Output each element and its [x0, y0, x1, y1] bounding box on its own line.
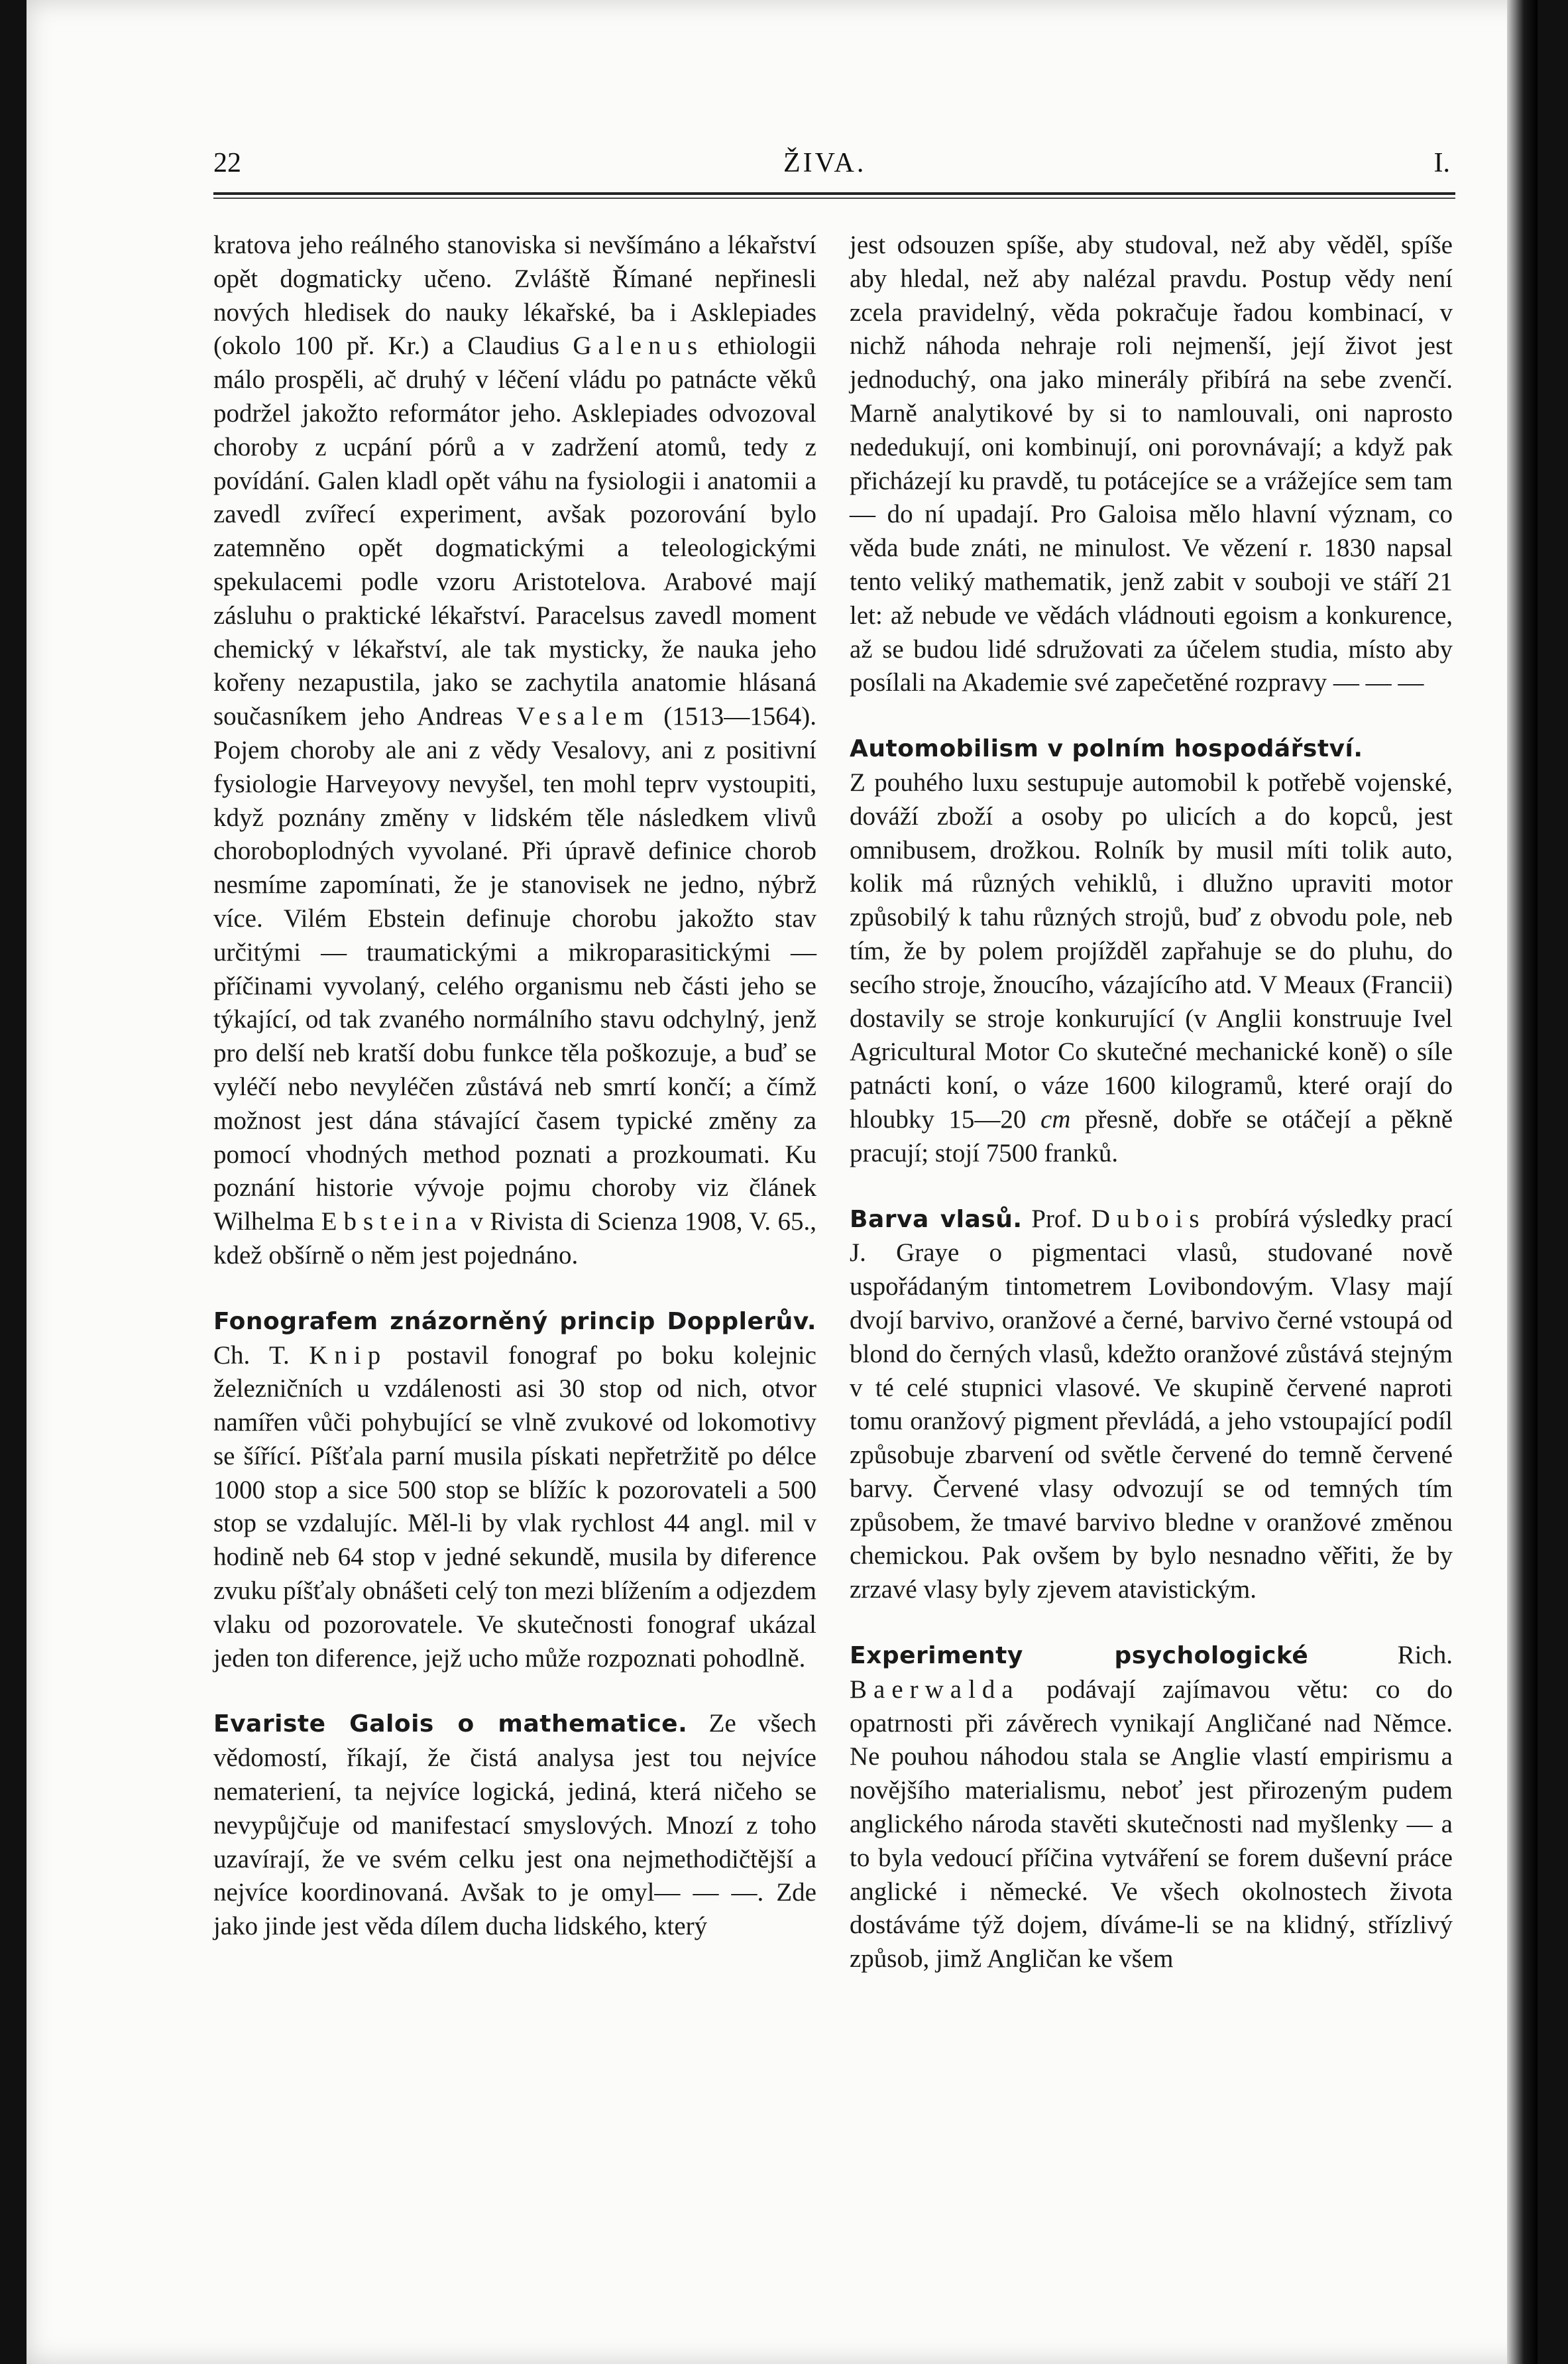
article-automobilism: Automobilism v polním hospodářství. Z pouhého luxu sestupuje automobil k potřebě vojenské, dováží zboží a osoby po ulicích a do kopců, jest omnibusem, drožkou. Rolník by musil míti tolik auto, kolik má různých vehiklů, i dlužno upraviti motor způsobilý k tahu různých strojů, buď z obvodu pole, neb tím, že by polem projížděl zapřahuje se do pluhu, do secího stroje, žnoucího, vázajícího atd. V Meaux (Francii) dostavily se stroje konkurující (v Anglii konstruuje Ivel Agricultural Motor Co skutečné mechanické koně) o síle patnácti koní, o váze 1600 kilogramů, které orají do hloubky 15—20 cm přesně, dobře se otáčejí a pěkně pracují; stojí 7500 franků.	[850, 735, 1453, 1167]
spaced-name: Vesalem	[516, 702, 651, 731]
spaced-name: Ebsteina	[321, 1207, 463, 1236]
article-heading: Fonografem znázorněný princip Dopplerův.	[213, 1307, 816, 1335]
header-rule-thin	[213, 198, 1455, 199]
paragraph-disease-history: kratova jeho reálného stanoviska si nevšímáno a lékařství opět dogmaticky učeno. Zvláště Římané nepřinesli nových hledisek do nauky lékařské, ba i Asklepiades (okolo 100 př. Kr.) a Claudius Galenus ethiologii málo prospěli, ač druhý v léčení vládu po patnácte věků podržel jakožto reformátor jeho. Asklepiades odvozoval choroby z ucpání pórů a v zadržení atomů, tedy z povídání. Galen kladl opět váhu na fysiologii i anatomii a zavedl zvířecí experiment, avšak pozorování bylo zatemněno opět dogmatickými a teleologickými spekulacemi podle vzoru Aristotelova. Arabové mají zásluhu o praktické lékařství. Paracelsus zavedl moment chemický v lékařství, ale tak mysticky, že nauka jeho kořeny nezapustila, jako se zachytila anatomie hlásaná současníkem jeho Andreas Vesalem (1513—1564). Pojem choroby ale ani z vědy Vesalovy, ani z positivní fysiologie Harveyovy nevyšel, ten mohl teprv vystoupiti, když poznány změny v lidském těle následkem vlivů choroboplodných vyvolané. Při úpravě definice chorob nesmíme zapomínati, že je stanovisek ne jedno, nýbrž více. Vilém Ebstein definuje chorobu jakožto stav určitými — traumatickými a mikroparasitickými — příčinami vyvolaný, celého organismu neb části jeho se týkající, od tak zvaného normálního stavu odchylný, jenž pro delší neb kratší dobu funkce těla poškozuje, a buď se vyléčí nebo nevyléčen zůstává neb smrtí končí; a čímž možnost jest dána stávající časem typické změny za pomocí vhodných method poznati a prozkoumati. Ku poznání historie vývoje pojmu choroby viz článek Wilhelma Ebsteina v Rivista di Scienza 1908, V. 65., kdež obšírně o něm jest pojednáno.	[213, 231, 817, 1270]
spaced-name: Knip	[309, 1340, 388, 1370]
article-heading: Barva vlasů.	[850, 1205, 1023, 1233]
spaced-name: Baerwalda	[850, 1675, 1020, 1704]
spaced-name: Galenus	[573, 331, 704, 361]
article-heading: Experimenty psychologické	[850, 1642, 1309, 1670]
right-column	[850, 229, 1453, 1976]
journal-title: ŽIVA.	[783, 148, 867, 178]
volume-number: I.	[1433, 148, 1450, 178]
paragraph-galois-continued: jest odsouzen spíše, aby studoval, než aby věděl, spíše aby hledal, než aby nalézal pravdu. Postup vědy není zcela pravidelný, věda pokračuje řadou kombinací, v nichž náhoda nehraje roli nejmenší, její život jest jednoduchý, ona jako minerály přibírá na sebe zvenčí. Marně analytikové by si to namlouvali, oni naprosto nededukují, oni kombinují, oni porovnávají; a když pak přicházejí ku pravdě, tu potácejíce se a vrážejíce sem tam — do ní upadají. Pro Galoisa mělo hlavní význam, co věda bude znáti, ne minulost. Ve vězení r. 1830 napsal tento veliký mathematik, jenž zabit v souboji ve stáří 21 let: až nebude ve vědách vládnouti egoism a konkurence, až se budou lidé sdružovati za účelem studia, místo aby posílali na Akademie své zapečetěné rozpravy — — —	[850, 231, 1453, 697]
article-heading: Automobilism v polním hospodářství.	[850, 735, 1363, 763]
article-hair-color: Barva vlasů. Prof. Dubois probírá výsledky prací J. Graye o pigmentaci vlasů, studované nově uspořádaným tintometrem Lovibondovým. Vlasy mají dvojí barvivo, oranžové a černé, barvivo černé vstoupá od blond do černých vlasů, kdežto oranžové zůstává stejným v té celé stupnici vlasové. Ve skupině červené naproti tomu oranžový pigment převládá, a jeho vstoupající podíl způsobuje zbarvení od světle červené do temně červené barvy. Červené vlasy odvozují se od temných tím způsobem, že tmavé barvivo bledne v oranžové změnou chemickou. Pak ovšem by bylo nesnadno věřiti, že by zrzavé vlasy byly zjevem atavistickým.	[850, 1204, 1453, 1604]
page-number: 22	[213, 148, 241, 178]
spaced-name: Dubois	[1091, 1204, 1206, 1233]
article-galois: Evariste Galois o mathematice. Ze všech vědomostí, říkají, že čistá analysa jest tou nejvíce nemateriení, ta nejvíce logická, jediná, která ničeho se nevypůjčuje od manifestací smyslových. Mnozí z toho uzavírají, že ve svém celku jest ona nejmethodičtější a nejvíce koordinovaná. Avšak to je omyl— — —. Zde jako jinde jest věda dílem ducha lidského, který	[213, 1709, 816, 1941]
header-rule	[213, 192, 1455, 195]
article-heading: Evariste Galois o mathematice.	[213, 1710, 688, 1738]
running-header	[213, 147, 1455, 187]
page-edge	[1507, 0, 1538, 2364]
article-doppler: Fonografem znázorněný princip Dopplerův. Ch. T. Knip postavil fonograf po boku kolejnic železničních u vzdálenosti asi 30 stop od nich, otvor namířen vůči pohybující se vlně zvukové od lokomotivy se šířící. Píšťala parní musila pískati nepřetržitě po délce 1000 stop a sice 500 stop se blížíc k pozorovateli a 500 stop se vzdalujíc. Měl-li by vlak rychlost 44 angl. mil v hodině neb 64 stop v jedné sekundě, musila by diference zvuku píšťaly obnášeti celý ton mezi blížením a odjezdem vlaku od pozorovatele. Ve skutečnosti fonograf ukázal jeden ton diference, jejž ucho může rozpoznati pohodlně.	[213, 1307, 816, 1673]
article-psychology: Experimenty psychologické Rich. Baerwalda podávají zajímavou větu: co do opatrnosti při závěrech vynikají Angličané nad Němce. Ne pouhou náhodou stala se Anglie vlastí empirismu a novějšího materialismu, neboť jest přirozeným pudem anglického národa stavěti skutečnosti nad myšlenky — a to byla vedoucí příčina vytváření se forem duševní práce anglické i německé. Ve všech okolnostech života dostáváme týž dojem, díváme-li se na klidný, střízlivý způsob, jimž Angličan ke všem	[850, 1641, 1453, 1974]
left-column	[213, 229, 816, 1944]
